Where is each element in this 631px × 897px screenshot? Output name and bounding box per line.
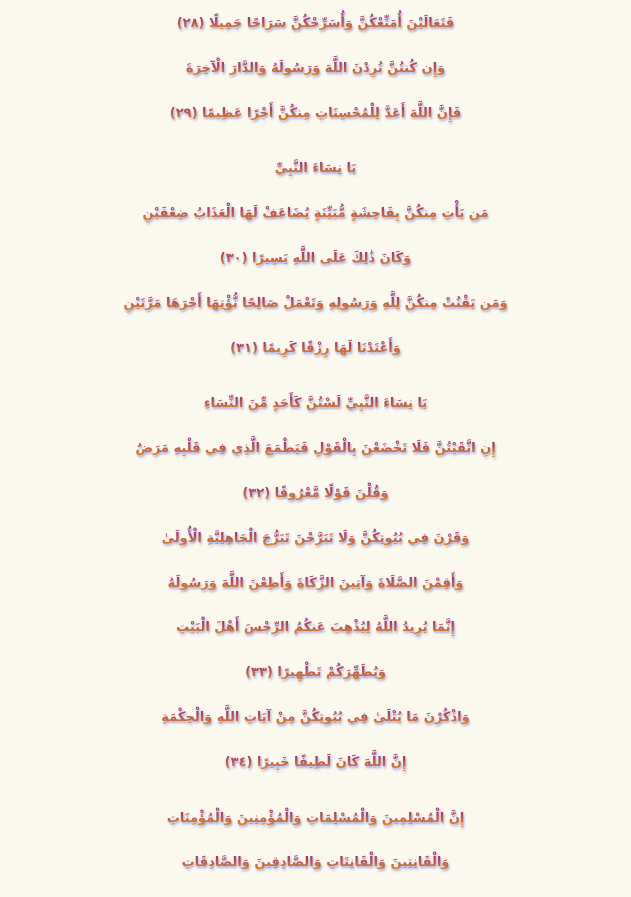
verse-line: وَإِن كُنتُنَّ تُرِدْنَ اللَّهَ وَرَسُولَهُ وَالدَّارَ الْآخِرَةَ xyxy=(0,47,631,92)
stanza-gap xyxy=(0,371,631,382)
verse-line: وَأَقِمْنَ الصَّلَاةَ وَآتِينَ الزَّكَاةَ وَأَطِعْنَ اللَّهَ وَرَسُولَهُ xyxy=(0,562,631,607)
verse-line: وَكَانَ ذَٰلِكَ عَلَى اللَّهِ يَسِيرًا (٣٠) xyxy=(0,237,631,282)
stanza-gap xyxy=(0,786,631,797)
verse-block xyxy=(0,797,631,887)
verse-block xyxy=(0,382,631,785)
verse-line: وَاذْكُرْنَ مَا يُتْلَىٰ فِي بُيُوتِكُنَّ مِنْ آيَاتِ اللَّهِ وَالْحِكْمَةِ xyxy=(0,696,631,741)
verse-block xyxy=(0,147,631,371)
verse-block xyxy=(0,2,631,136)
verse-line: إِنَّمَا يُرِيدُ اللَّهُ لِيُذْهِبَ عَنكُمُ الرِّجْسَ أَهْلَ الْبَيْتِ xyxy=(0,606,631,651)
verse-line: يَا نِسَاءَ النَّبِيِّ xyxy=(0,147,631,192)
stanza-gap xyxy=(0,136,631,147)
verse-line: وَالْقَانِتِينَ وَالْقَانِتَاتِ وَالصَّادِقِينَ وَالصَّادِقَاتِ xyxy=(0,841,631,886)
verse-line: فَتَعَالَيْنَ أُمَتِّعْكُنَّ وَأُسَرِّحْكُنَّ سَرَاحًا جَمِيلًا (٢٨) xyxy=(0,2,631,47)
verse-line: وَمَن يَقْنُتْ مِنكُنَّ لِلَّهِ وَرَسُولِهِ وَتَعْمَلْ صَالِحًا نُّؤْتِهَا أَجْرَهَا مَرَّتَيْنِ xyxy=(0,282,631,327)
verse-line: وَقُلْنَ قَوْلًا مَّعْرُوفًا (٣٢) xyxy=(0,472,631,517)
verse-line: مَن يَأْتِ مِنكُنَّ بِفَاحِشَةٍ مُّبَيِّنَةٍ يُضَاعَفْ لَهَا الْعَذَابُ ضِعْفَيْنِ xyxy=(0,192,631,237)
verse-line: وَأَعْتَدْنَا لَهَا رِزْقًا كَرِيمًا (٣١) xyxy=(0,327,631,372)
verse-line: وَيُطَهِّرَكُمْ تَطْهِيرًا (٣٣) xyxy=(0,651,631,696)
verse-line: إِنِ اتَّقَيْتُنَّ فَلَا تَخْضَعْنَ بِالْقَوْلِ فَيَطْمَعَ الَّذِي فِي قَلْبِهِ مَرَضٌ xyxy=(0,427,631,472)
verse-line: وَقَرْنَ فِي بُيُوتِكُنَّ وَلَا تَبَرَّجْنَ تَبَرُّجَ الْجَاهِلِيَّةِ الْأُولَىٰ xyxy=(0,517,631,562)
verse-line: فَإِنَّ اللَّهَ أَعَدَّ لِلْمُحْسِنَاتِ مِنكُنَّ أَجْرًا عَظِيمًا (٢٩) xyxy=(0,92,631,137)
verse-line: يَا نِسَاءَ النَّبِيِّ لَسْتُنَّ كَأَحَدٍ مِّنَ النِّسَاءِ xyxy=(0,382,631,427)
verse-line: إِنَّ الْمُسْلِمِينَ وَالْمُسْلِمَاتِ وَالْمُؤْمِنِينَ وَالْمُؤْمِنَاتِ xyxy=(0,797,631,842)
verse-line: إِنَّ اللَّهَ كَانَ لَطِيفًا خَبِيرًا (٣٤) xyxy=(0,741,631,786)
